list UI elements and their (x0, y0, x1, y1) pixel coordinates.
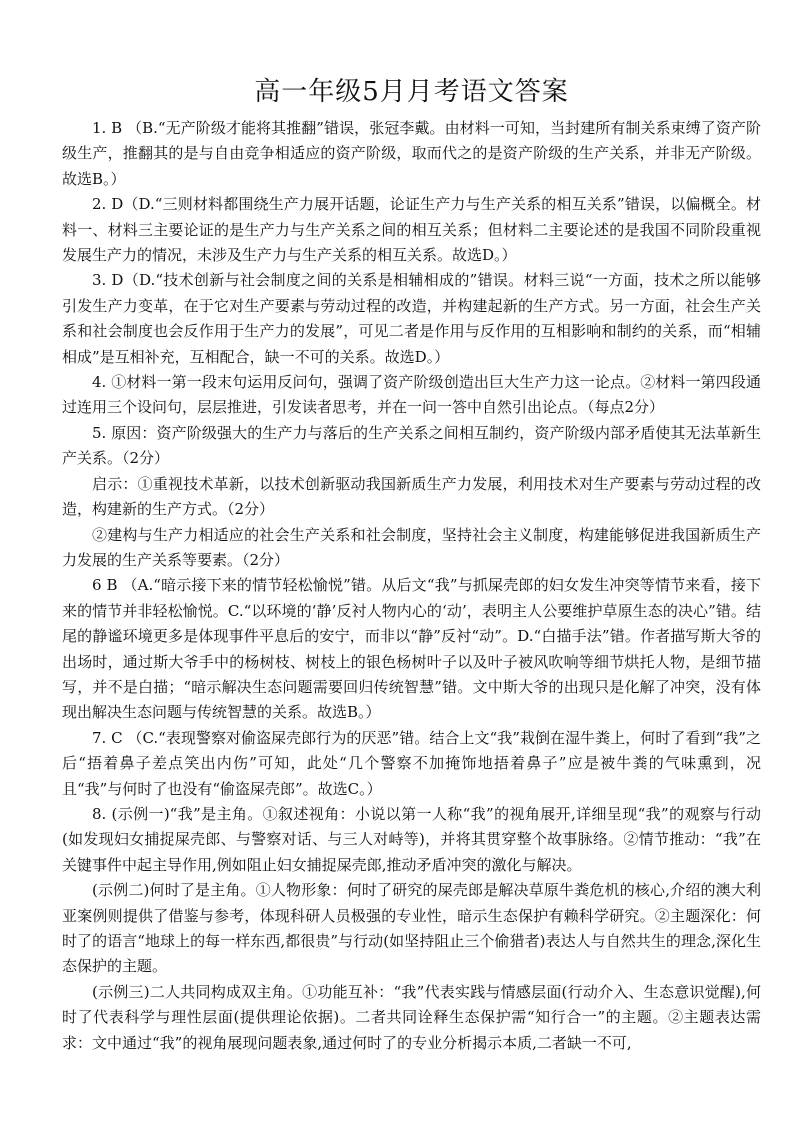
document-title: 高一年级5月月考语文答案 (254, 77, 569, 107)
answer-3: 3. D（D.“技术创新与社会制度之间的关系是相辅相成的”错误。材料三说“一方面，技术之所以能够引发生产力变革，在于它对生产要素与劳动过程的改造，并构建起新的生产方式。另一方面，社会生产关系和社会制度也会反作用于生产力的发展”，可见二者是作用与反作用的互相影响和制约的关系，而“相辅相成”是互相补充，互相配合，缺一不可的关系。故选D。） (62, 271, 761, 366)
answer-8-example-2: (示例二)何时了是主角。①人物形象：何时了研究的屎壳郎是解决草原牛粪危机的核心,介绍的澳大利亚案例则提供了借鉴与参考，体现科研人员极强的专业性，暗示生态保护有赖科学研究。②主题深化：何时了的语言“地球上的每一样东西,都很贵”与行动(如坚持阻止三个偷猎者)表达人与自然共生的理念,深化生态保护的主题。 (62, 881, 761, 976)
answer-8-example-3: (示例三)二人共同构成双主角。①功能互补：“我”代表实践与情感层面(行动介入、生态意识觉醒),何时了代表科学与理性层面(提供理论依据)。二者共同诠释生态保护需“知行合一”的主题。②主题表达需求：文中通过“我”的视角展现问题表象,通过何时了的专业分析揭示本质,二者缺一不可, (62, 982, 761, 1052)
answer-1: 1. B （B.“无产阶级才能将其推翻”错误，张冠李戴。由材料一可知，当封建所有制关系束缚了资产阶级生产，推翻其的是与自由竞争相适应的资产阶级，取而代之的是资产阶级的生产关系，并非无产阶级。故选B。） (62, 119, 761, 188)
answer-2: 2. D（D.“三则材料都围绕生产力展开话题，论证生产力与生产关系的相互关系”错误，以偏概全。材料一、材料三主要论证的是生产力与生产关系之间的相互关系；但材料二主要论述的是我国不同阶段重视发展生产力的情况，未涉及生产力与生产关系的相互关系。故选D。） (62, 195, 761, 265)
answer-5-insight-2: ②建构与生产力相适应的社会生产关系和社会制度，坚持社会主义制度，构建能够促进我国新质生产力发展的生产关系等要素。（2分） (62, 525, 761, 569)
answer-6: 6 B （A.“暗示接下来的情节轻松愉悦”错。从后文“我”与抓屎壳郎的妇女发生冲突等情节来看，接下来的情节并非轻松愉悦。C.“以环境的‘静’反衬人物内心的‘动’，表明主人公要维护草原生态的决心”错。结尾的静谧环境更多是体现事件平息后的安宁，而非以“静”反衬“动”。D.“白描手法”错。作者描写斯大爷的出场时，通过斯大爷手中的杨树枝、树枝上的银色杨树叶子以及叶子被风吹响等细节烘托人物，是细节描写，并不是白描；“暗示解决生态问题需要回归传统智慧”错。文中斯大爷的出现只是化解了冲突，没有体现出解决生态问题与传统智慧的关系。故选B。） (62, 576, 761, 722)
answer-8-example-1: 8. (示例一)“我”是主角。①叙述视角：小说以第一人称“我”的视角展开,详细呈现“我”的观察与行动(如发现妇女捕捉屎壳郎、与警察对话、与三人对峙等)，并将其贯穿整个故事脉络。②情节推动：“我”在关键事件中起主导作用,例如阻止妇女捕捉屎壳郎,推动矛盾冲突的激化与解决。 (62, 804, 761, 874)
answer-5-insight-1: 启示：①重视技术革新，以技术创新驱动我国新质生产力发展，利用技术对生产要素与劳动过程的改造，构建新的生产方式。（2分） (62, 474, 761, 519)
answer-4: 4. ①材料一第一段末句运用反问句，强调了资产阶级创造出巨大生产力这一论点。②材料一第四段通过连用三个设问句，层层推进，引发读者思考，并在一问一答中自然引出论点。（每点2分） (62, 373, 761, 417)
answer-5-reason: 5. 原因：资产阶级强大的生产力与落后的生产关系之间相互制约，资产阶级内部矛盾使其无法革新生产关系。（2分） (62, 423, 761, 468)
answer-7: 7. C （C.“表现警察对偷盗屎壳郎行为的厌恶”错。结合上文“我”栽倒在湿牛粪上，何时了看到“我”之后“捂着鼻子差点笑出内伤”可知，此处“几个警察不加掩饰地捂着鼻子”应是被牛粪的气味熏到，况且“我”与何时了也没有“偷盗屎壳郎”。故选C。） (62, 728, 761, 798)
answer-body (62, 116, 761, 1056)
